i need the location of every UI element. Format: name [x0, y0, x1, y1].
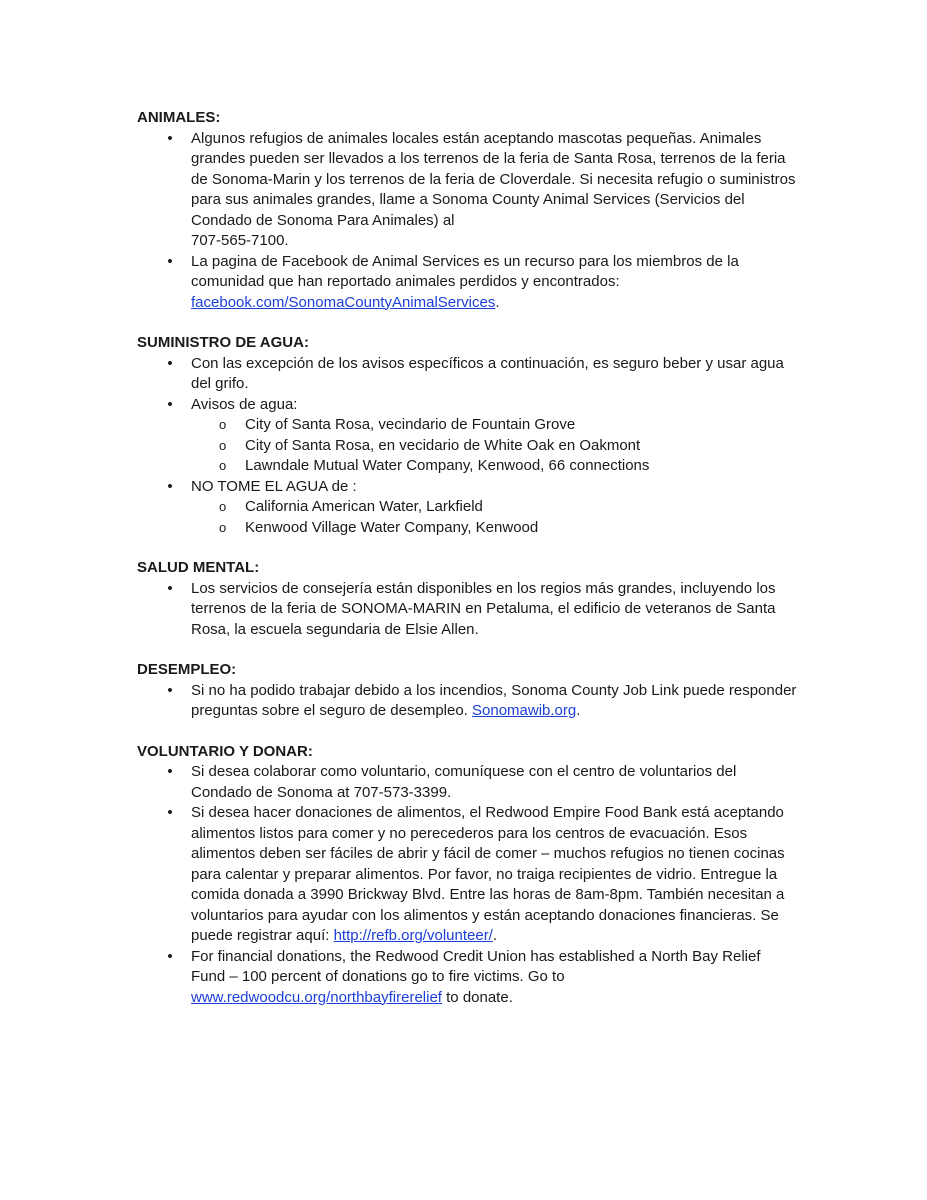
list-item: [137, 395, 797, 477]
section-salud-mental: [137, 558, 797, 640]
bullet-glyph: •: [167, 681, 173, 699]
sub-item-text: California American Water, Larkfield: [245, 498, 483, 515]
list-item: [137, 252, 797, 314]
sub-bullet-glyph: o: [219, 417, 227, 432]
sub-bullet-glyph: o: [219, 458, 227, 473]
bullet-glyph: •: [167, 129, 173, 147]
list-item: [137, 129, 797, 252]
sub-item-text: Lawndale Mutual Water Company, Kenwood, 66 connections: [245, 457, 650, 474]
sub-list-item: [191, 415, 797, 436]
item-text: Si desea colaborar como voluntario, comuníquese con el centro de voluntarios del Condado de Sonoma at 707-573-3399.: [191, 763, 737, 801]
list-item: [137, 354, 797, 395]
item-text: For financial donations, the Redwood Credit Union has established a North Bay Relief Fund – 100 percent of donations go to fire victims. Go to: [191, 947, 761, 985]
section-desempleo: [137, 660, 797, 722]
sub-item-text: City of Santa Rosa, vecindario de Fountain Grove: [245, 416, 576, 433]
section-agua: [137, 333, 797, 538]
sub-list: [191, 415, 797, 477]
item-text: Con las excepción de los avisos específicos a continuación, es seguro beber y usar agua del grifo.: [191, 354, 784, 392]
bullet-list: [137, 129, 797, 314]
section-heading: ANIMALES:: [137, 109, 221, 126]
list-item: [137, 579, 797, 641]
list-item: [137, 947, 797, 1009]
section-heading: SUMINISTRO DE AGUA:: [137, 334, 309, 351]
sub-list-item: [191, 436, 797, 457]
list-item: [137, 681, 797, 722]
section-voluntario: [137, 742, 797, 1009]
sub-bullet-glyph: o: [219, 437, 227, 453]
document-page: [137, 108, 797, 1028]
bullet-list: [137, 681, 797, 722]
item-text: Los servicios de consejería están disponibles en los regios más grandes, incluyendo los terrenos de la feria de SONOMA-MARIN en Petaluma, el edificio de veteranos de Santa Rosa, la escuela segundaria de Elsie Allen.: [191, 579, 776, 638]
section-heading: VOLUNTARIO Y DONAR:: [137, 742, 313, 760]
bullet-glyph: •: [167, 763, 173, 780]
section-animales: [137, 108, 797, 313]
item-text: Si desea hacer donaciones de alimentos, el Redwood Empire Food Bank está aceptando alimentos listos para comer y no perecederos para los centros de evacuación. Esos alimentos deben ser fáciles de abrir y fácil de comer – muchos refugios no tienen cocinas para calentar y preparar alimentos. Por favor, no traiga recipientes de vidrio. Entregue la comida donada a 3990 Brickway Blvd. Entre las horas de 8am-8pm. También necesitan a voluntarios para ayudar con los alimentos y están aceptando donaciones financieras. Se puede registrar aquí:: [191, 804, 785, 944]
item-text-after: to donate.: [441, 988, 513, 1006]
sub-bullet-glyph: o: [219, 499, 227, 514]
item-text: Avisos de agua:: [191, 395, 298, 413]
bullet-list: [137, 579, 797, 641]
item-text: Algunos refugios de animales locales están aceptando mascotas pequeñas. Animales grandes pueden ser llevados a los terrenos de la feria de Santa Rosa, terrenos de la feria de Sonoma-Marin y los terrenos de la feria de Cloverdale. Si necesita refugio o suministros para sus animales grandes, llame a Sonoma County Animal Services (Servicios del Condado de Sonoma Para Animales) al: [191, 129, 796, 229]
item-text-after: .: [492, 927, 498, 944]
item-text: La pagina de Facebook de Animal Services es un recurso para los miembros de la comunidad que han reportado animales perdidos y encontrados:: [191, 252, 739, 290]
section-heading: DESEMPLEO:: [137, 661, 237, 678]
sub-item-text: Kenwood Village Water Company, Kenwood: [245, 518, 539, 536]
bullet-list: [137, 762, 797, 1008]
item-phone: 707-565-7100.: [191, 232, 289, 249]
bullet-glyph: •: [167, 395, 173, 413]
list-item: [137, 477, 797, 539]
sub-bullet-glyph: o: [219, 519, 227, 535]
list-item: [137, 762, 797, 803]
sub-list-item: [191, 456, 797, 477]
item-text-after: .: [495, 293, 500, 311]
item-text: Si no ha podido trabajar debido a los incendios, Sonoma County Job Link puede responder preguntas sobre el seguro de desempleo.: [191, 681, 797, 719]
bullet-glyph: •: [167, 947, 173, 965]
bullet-glyph: •: [167, 354, 173, 372]
section-heading: SALUD MENTAL:: [137, 559, 260, 576]
item-text-after: .: [576, 702, 581, 719]
bullet-list: [137, 354, 797, 539]
bullet-glyph: •: [167, 252, 173, 270]
sub-list: [191, 497, 797, 538]
bullet-glyph: •: [167, 477, 173, 495]
sub-list-item: [191, 518, 797, 539]
sonomawib-link[interactable]: Sonomawib.org: [472, 702, 577, 719]
sub-list-item: [191, 497, 797, 518]
item-text: NO TOME EL AGUA de :: [191, 477, 357, 495]
sub-item-text: City of Santa Rosa, en vecidario de White Oak en Oakmont: [245, 436, 641, 454]
bullet-glyph: •: [167, 804, 173, 821]
list-item: [137, 803, 797, 947]
redwoodcu-link[interactable]: www.redwoodcu.org/northbayfirerelief: [191, 988, 442, 1006]
bullet-glyph: •: [167, 579, 173, 597]
facebook-link[interactable]: facebook.com/SonomaCountyAnimalServices: [191, 293, 496, 311]
refb-volunteer-link[interactable]: http://refb.org/volunteer/: [333, 927, 493, 944]
